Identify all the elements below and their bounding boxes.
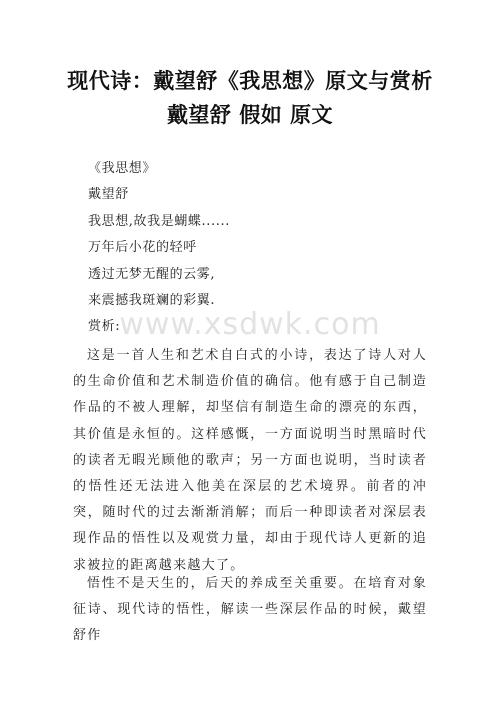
- analysis-paragraph: 这是一首人生和艺术自白式的小诗，表达了诗人对人的生命价值和艺术制造价值的确信。他有感于自己制造作品的不被人理解，却坚信有制造生命的漂亮的东西，其价值是永恒的。这样感慨，一方面说明当时黑暗时代的读者无暇光顾他的歌声；另一方面也说明，当时读者的悟性还无法进入他美在深层的艺术境界。前者的冲突，随时代的过去渐渐消解；而后一种即读者对深层表现作品的悟性以及观赏力量，却由于现代诗人更新的追求被拉的距离越来越大了。: [73, 348, 427, 573]
- poem-line: 透过无梦无醒的云雾,: [88, 266, 216, 282]
- poem-author: 戴望舒: [88, 187, 129, 203]
- analysis-paragraph: 悟性不是天生的，后天的养成至关重要。在培育对象征诗、现代诗的悟性，解读一些深层作品的时候，戴望舒作: [73, 576, 427, 644]
- watermark: www.xsdwk.com: [119, 307, 381, 342]
- poem-title: 《我思想》: [88, 161, 157, 176]
- analysis-heading: 赏析:: [88, 319, 121, 335]
- poem-line: 我思想,故我是蝴蝶......: [88, 213, 230, 229]
- poem-block: [88, 156, 418, 341]
- poem-line: 来震撼我斑斓的彩翼.: [88, 292, 216, 308]
- document-title: 现代诗：戴望舒《我思想》原文与赏析 戴望舒 假如 原文: [67, 69, 433, 127]
- poem-line: 万年后小花的轻呼: [88, 240, 197, 256]
